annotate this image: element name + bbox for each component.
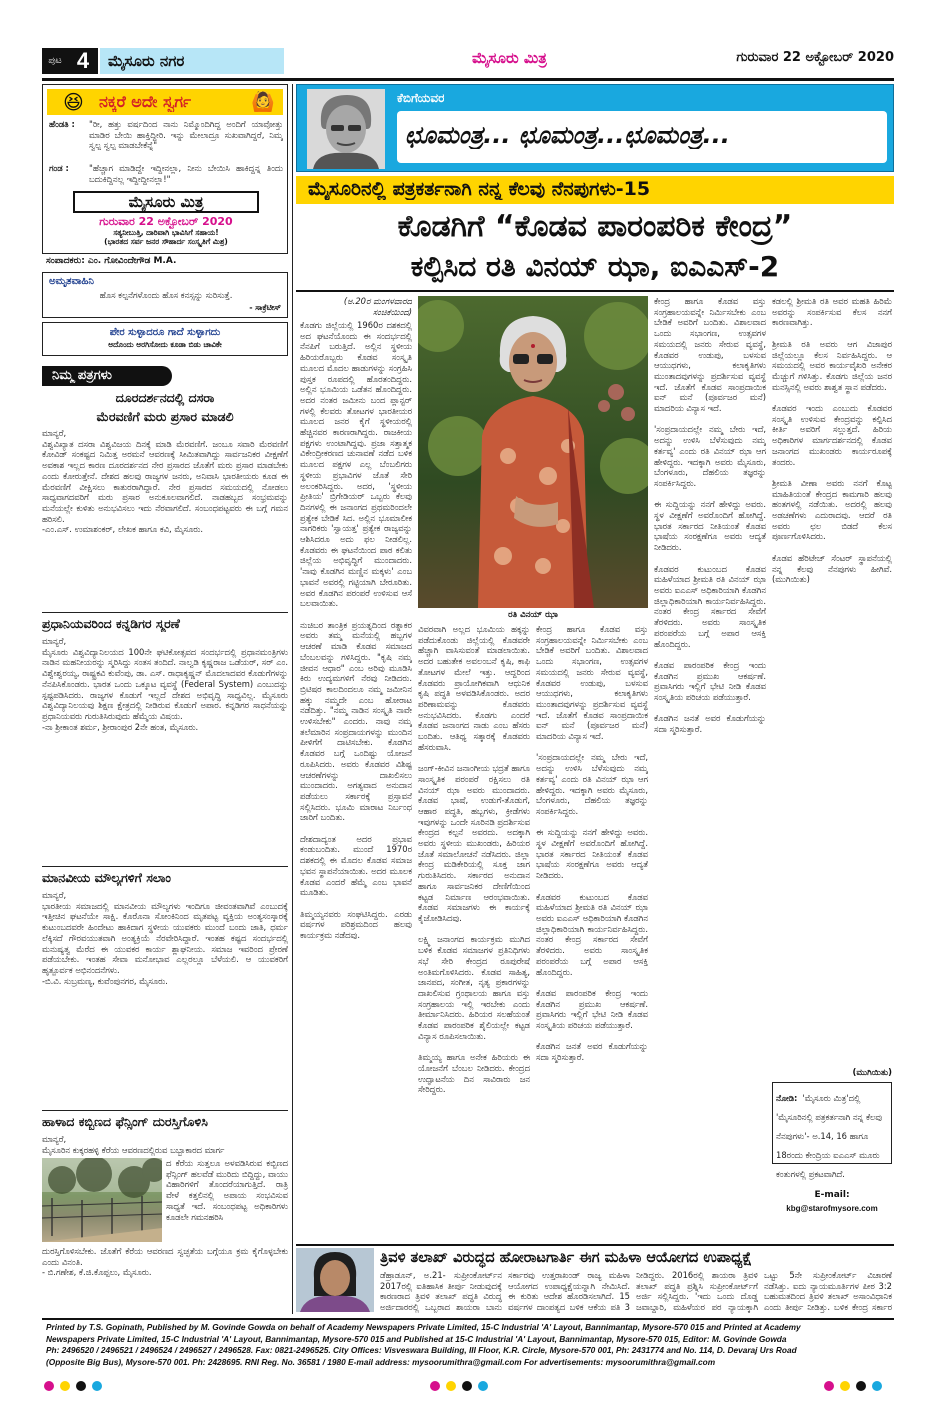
yellow-dot [446,1381,456,1391]
amrutha-box [42,272,288,318]
author-portrait-graphic [307,89,385,169]
article-photo-graphic [418,296,648,608]
amrutha-title: ಅಮೃತವಾಹಿನಿ [49,276,94,287]
proverb-box [42,322,288,356]
mini-masthead: ಮೈಸೂರು ಮಿತ್ರ [73,191,259,213]
nakkare-husband-line: "ಹೆಚ್ಚಾಗ ಮಾಡಿದ್ದೇ ಇದ್ದೀನಲ್ಲಾ, ನೀನು ಬೇಯಿಸಿ ಹಾಕಿದ್ದನ್ನ ತಿಂದು ಬದುಕಿದ್ದಿನಲ್ಲ ಇದ್ದೀದ್ದೀನಲ್ಲಾ!" [89,163,283,184]
page-label-box: ಪುಟ [42,48,68,74]
triple-section-rule [296,1244,894,1246]
fence-photo [42,1158,162,1242]
black-dot [856,1381,866,1391]
page-header [42,44,894,78]
imprint-line-1: Printed by T.S. Gopinath, Published by M. Govinde Gowda on behalf of Academy Newspapers Private Limited, 15-C Industrial 'A' Layout, Bannimantap, Mysore-570 015 and Printed at Academy [46,1322,801,1332]
cartoon-figure-icon: 🙆 [251,91,275,113]
article-headline-1: ಕೊಡಗಿಗೆ “ಕೊಡವ ಪಾರಂಪರಿಕ ಕೇಂದ್ರ” [397,209,793,244]
nakkare-title: ನಕ್ಕರೆ ಅದೇ ಸ್ವರ್ಗ [99,92,192,111]
letter-2-title: ಪ್ರಧಾನಿಯವರಿಂದ ಕನ್ನಡಿಗರ ಸ್ಮರಣೆ [42,616,180,631]
black-dot [76,1381,86,1391]
color-registration-dots-right [824,1376,888,1395]
email-label: E-mail: [814,1190,850,1200]
imprint [46,1322,894,1368]
column-author-label: ಕೆಬಿಗೆಯವರ [397,91,445,105]
column-divider [292,84,293,1314]
laughing-face-icon: 😆 [63,90,84,114]
letter-1-title: ದೂರದರ್ಶನದಲ್ಲಿ ದಸರಾ ಮೆರವಣಿಗೆ ಮರು ಪ್ರಸಾರ ಮಾಡಲಿ [96,390,234,424]
magenta-dot [824,1381,834,1391]
triple-col-4: ಒಟ್ಟು 5ನೇ ಸುಪ್ರೀಂಕೋರ್ಟ್ ವಿಚಾರಣೆ ನಡೆಸಿತ್ತು. ಐದು ನ್ಯಾಯಮೂರ್ತಿಗಳ ಪೀಠ 3:2 ಬಹುಮತದಿಂದ ತ್ರಿವಳಿ ತಲಾಖ್ ಅಸಾಂವಿಧಾನಿಕ ಎಂದು ತೀರ್ಪು ನೀಡಿತ್ತು. ಬಳಿಕ ಕೇಂದ್ರ ಸರ್ಕಾರ [764,1270,892,1313]
cyan-dot [92,1381,102,1391]
masthead-logo: ಮೈಸೂರು ಮಿತ್ರ [472,49,547,67]
letter-4-side: ದ ಕೆರೆಯ ಸುತ್ತಲೂ ಅಳವಡಿಸಿರುವ ಕಬ್ಬಿಣದ ಫೆನ್ಸಿಂಗ್ ಹಲವೆಡೆ ಮುರಿದು ಬಿದ್ದಿದ್ದು, ವಾಯು ವಿಹಾರಿಗಳಿಗೆ ತೊಂದರೆಯಾಗುತ್ತಿದೆ. ರಾತ್ರಿ ವೇಳೆ ಕತ್ತಲಿನಲ್ಲಿ ಅಪಾಯ ಸಂಭವಿಸುವ ಸಾಧ್ಯತೆ ಇದೆ. ಸಂಬಂಧಪಟ್ಟ ಅಧಿಕಾರಿಗಳು ಕೂಡಲೇ ಗಮನಹರಿಸಿ [166,1158,288,1222]
letter-2-body: ಮಾನ್ಯರೆ, ಮೈಸೂರು ವಿಶ್ವವಿದ್ಯಾನಿಲಯದ 100ನೇ ಘಟಿಕೋತ್ಸವದ ಸಂದರ್ಭದಲ್ಲಿ ಪ್ರಧಾನಮಂತ್ರಿಗಳು ನಾಡಿನ ಮಹನೀಯರನ್ನು ಸ್ಮರಿಸಿದ್ದು ಸಂತಸ ತಂದಿದೆ. ನಾಲ್ವಡಿ ಕೃಷ್ಣರಾಜ ಒಡೆಯರ್, ಸರ್ ಎಂ. ವಿಶ್ವೇಶ್ವರಯ್ಯ, ರಾಷ್ಟ್ರಕವಿ ಕುವೆಂಪು, ಡಾ. ಎಸ್. ರಾಧಾಕೃಷ್ಣನ್ ಮೊದಲಾದವರ ಕೊಡುಗೆಗಳನ್ನು ನೆನಪಿಸಿಕೊಂಡರು. ಭಾರತ ಒಂದು ಒಕ್ಕೂಟ ವ್ಯವಸ್ಥೆ (Federal System) ಎಂಬುದನ್ನು ಸ್ಪಷ್ಟಪಡಿಸಿದರು. ರಾಜ್ಯಗಳ ಕೊಡುಗೆ ಇಲ್ಲದೆ ದೇಶದ ಅಭಿವೃದ್ಧಿ ಸಾಧ್ಯವಿಲ್ಲ. ಮೈಸೂರು ವಿಶ್ವವಿದ್ಯಾನಿಲಯವು ಶಿಕ್ಷಣ ಕ್ಷೇತ್ರದಲ್ಲಿ ನೀಡಿರುವ ಕೊಡುಗೆ ಅಪಾರ. ಕನ್ನಡಿಗರ ಸಾಧನೆಯನ್ನು ಪ್ರಧಾನಿಯವರು ಗುರುತಿಸಿರುವುದು ಹೆಮ್ಮೆಯ ವಿಷಯ. -ನಾ ಶ್ರೀಕಾಂತ ಶರ್ಮ, ಶ್ರೀರಾಂಪುರ 2ನೇ ಹಂತ, ಮೈಸೂರು. [42,636,288,732]
triple-col-3: ನೀಡಿದ್ದರು. 2016ರಲ್ಲಿ ಶಾಯರಾ ತ್ರಿವಳಿ ತಲಾಖ್ ಪದ್ಧತಿ ಪ್ರಶ್ನಿಸಿ ಸುಪ್ರೀಂಕೋರ್ಟ್‌ಗೆ ಅರ್ಜಿ ಸಲ್ಲಿಸಿದ್ದರು. 'ಇದು ಒಂದು ದೊಡ್ಡ ಜವಾಬ್ದಾರಿ, ಮಹಿಳೆಯರ ಪರ ನ್ಯಾಯಕ್ಕಾಗಿ [636,1270,758,1313]
imprint-line-2: Newspapers Private Limited, 15-C Industrial 'A' Layout, Bannimantap, Mysore-570 015 and Published at 15-C Industrial 'A' Layout, Bannimantap, Mysore-570 015, Editor: M. Govinde Gowda [46,1333,787,1344]
mini-masthead-date: ಗುರುವಾರ 22 ಅಕ್ಟೋಬರ್ 2020 [99,215,233,228]
letter-3-title: ಮಾನವೀಯ ಮೌಲ್ಯಗಳಿಗೆ ಸಲಾಂ [42,870,171,885]
page-number-box: 4 [68,48,98,74]
triple-photo [296,1248,374,1312]
yellow-dot [60,1381,70,1391]
imprint-rule [42,1318,894,1320]
black-dot [462,1381,472,1391]
letter-4-intro: ಮಾನ್ಯರೆ, ಮೈಸೂರಿನ ಕುಕ್ಕರಹಳ್ಳಿ ಕೆರೆಯ ಆವರಣದಲ್ಲಿರುವ ಬಬ್ಬಾಕಾರದ ಮಾರ್ಗ [42,1134,225,1155]
article-continued: (ಅ.20ರ ಮಂಗಳವಾರದ ಸಂಚಿಕೆಯಿಂದ) [343,296,412,317]
letter-3-body: ಮಾನ್ಯರೆ, ಭಾರತೀಯ ಸಮಾಜದಲ್ಲಿ ಮಾನವೀಯ ಮೌಲ್ಯಗಳು ಇಂದಿಗೂ ಜೀವಂತವಾಗಿವೆ ಎಂಬುದಕ್ಕೆ ಇತ್ತೀಚಿನ ಘಟನೆಯೇ ಸಾಕ್ಷಿ. ಕೊರೊನಾ ಸೋಂಕಿನಿಂದ ಮೃತಪಟ್ಟ ವ್ಯಕ್ತಿಯ ಅಂತ್ಯಸಂಸ್ಕಾರಕ್ಕೆ ಕುಟುಂಬದವರೇ ಹಿಂದೇಟು ಹಾಕಿದಾಗ ಸ್ಥಳೀಯ ಯುವಕರು ಮುಂದೆ ಬಂದು ಜಾತಿ, ಧರ್ಮ ಲೆಕ್ಕಿಸದೆ ಗೌರವಯುತವಾಗಿ ಅಂತ್ಯಕ್ರಿಯೆ ನೆರವೇರಿಸಿದ್ದಾರೆ. ಇಂತಹ ಕಷ್ಟದ ಸಂದರ್ಭದಲ್ಲಿ ಮನುಷ್ಯತ್ವ ಮೆರೆದ ಈ ಯುವಕರ ಕಾರ್ಯ ಶ್ಲಾಘನೀಯ. ಸಮಾಜ ಇವರಿಂದ ಪ್ರೇರಣೆ ಪಡೆಯಬೇಕು. ಇಂತಹ ಸೇವಾ ಮನೋಭಾವ ಎಲ್ಲರಲ್ಲೂ ಬೆಳೆಯಲಿ. ಆ ಯುವಕರಿಗೆ ಹೃತ್ಪೂರ್ವಕ ಅಭಿನಂದನೆಗಳು. -ಬಿ.ವಿ. ಸುಬ್ರಮಣ್ಯ, ಕುವೆಂಪುನಗರ, ಮೈಸೂರು. [42,890,288,986]
divider [42,1110,288,1111]
letters-banner-title: ನಿಮ್ಮ ಪತ್ರಗಳು [52,368,112,383]
nakkare-wife-line: "ರೀ, ಹತ್ತು ವರ್ಷದಿಂದ ನಾನು ನಿಮ್ಮೊಂದಿಗಿದ್ದ ಅಂದಿಗೆ ಯಾವೋತ್ತು ಮಾಡಿರ ಬೇಯಿ ಹಾಕ್ತಿದ್ದೀರಿ. ಇನ್ನು ಮೇಲಾದ್ರೂ ಸುಖವಾಗಿದ್ದರೆ, ನಿಮ್ಮ ಸ್ವಲ್ಪ ಸ್ವಲ್ಪ ಮಾಡಬೇಕೆನ್ನೆ" [89,119,283,151]
article-col-3: ಕೇಂದ್ರ ಹಾಗೂ ಕೊಡವ ವಸ್ತು ಸಂಗ್ರಹಾಲಯವನ್ನೇ ನಿರ್ಮಿಸಬೇಕು ಎಂಬ ಬೇಡಿಕೆ ಅವರಿಗೆ ಬಂದಿತು. ವಿಶಾಲವಾದ ಒಂದು ಸಭಾಂಗಣ, ಉತ್ಸವಗಳ ಸಮಯದಲ್ಲಿ ಜನರು ಸೇರುವ ವ್ಯವಸ್ಥೆ, ಕೊಡವರ ಉಡುಪು, ಬಳಸುವ ಆಯುಧಗಳು, ಕಲಾಕೃತಿಗಳು ಮುಂತಾದವುಗಳನ್ನು ಪ್ರದರ್ಶಿಸುವ ವ್ಯವಸ್ಥೆ ಇದೆ. ಜೊತೆಗೆ ಕೊಡವ ಸಾಂಪ್ರದಾಯಿಕ ಐನ್ ಮನೆ (ಪೂರ್ವಜರ ಮನೆ) ಮಾದರಿಯ ವಿನ್ಯಾಸ ಇದೆ. 'ಸಂಪ್ರದಾಯದಲ್ಲೇ ನಮ್ಮ ಬೇರು ಇದೆ, ಅದನ್ನು ಉಳಿಸಿ ಬೆಳೆಸುವುದು ನಮ್ಮ ಕರ್ತವ್ಯ' ಎಂದು ರತಿ ವಿನಯ್ ಝಾ ಆಗ ಹೇಳಿದ್ದರು. ಇದಕ್ಕಾಗಿ ಅವರು ಮೈಸೂರು, ಬೆಂಗಳೂರು, ದೆಹಲಿಯ ತಜ್ಞರನ್ನು ಸಂಪರ್ಕಿಸಿದ್ದರು. ಈ ಸುದ್ದಿಯನ್ನು ನನಗೆ ಹೇಳಿದ್ದು ಅವರು. ಸ್ಥಳ ವೀಕ್ಷಣೆಗೆ ಅವರೊಂದಿಗೆ ಹೋಗಿದ್ದೆ. ಭಾರತ ಸರ್ಕಾರದ ನೀತಿಯಂತೆ ಕೊಡವ ಭಾಷೆಯ ಸಂರಕ್ಷಣೆಗೂ ಅವರು ಆದ್ಯತೆ ನೀಡಿದರು. ಕೊಡವರ ಕುಟುಂಬದ ಕೊಡವ ಮಹಿಳೆಯಾದ ಶ್ರೀಮತಿ ರತಿ ವಿನಯ್ ಝಾ ಅವರು ಐಎಎಸ್ ಅಧಿಕಾರಿಯಾಗಿ ಕೊಡಗಿನ ಜಿಲ್ಲಾಧಿಕಾರಿಯಾಗಿ ಕಾರ್ಯನಿರ್ವಹಿಸಿದ್ದರು. ನಂತರ ಕೇಂದ್ರ ಸರ್ಕಾರದ ಸೇವೆಗೆ ತೆರಳಿದರು. ಅವರು ಸಾಂಸ್ಕೃತಿಕ ಪರಂಪರೆಯ ಬಗ್ಗೆ ಅಪಾರ ಆಸಕ್ತಿ ಹೊಂದಿದ್ದರು. ಕೊಡವ ಪಾರಂಪರಿಕ ಕೇಂದ್ರ ಇಂದು ಕೊಡಗಿನ ಪ್ರಮುಖ ಆಕರ್ಷಣೆ. ಪ್ರವಾಸಿಗರು ಇಲ್ಲಿಗೆ ಭೇಟಿ ನೀಡಿ ಕೊಡವ ಸಂಸ್ಕೃತಿಯ ಪರಿಚಯ ಪಡೆಯುತ್ತಾರೆ. ಕೊಡಗಿನ ಜನತೆ ಅವರ ಕೊಡುಗೆಯನ್ನು ಸದಾ ಸ್ಮರಿಸುತ್ತಾರೆ. [536,624,648,1063]
note-text: 'ಮೈಸೂರು ಮಿತ್ರ'ದಲ್ಲಿ 'ಮೈಸೂರಿನಲ್ಲಿ ಪತ್ರಕರ್ತನಾಗಿ ನನ್ನ ಕೆಲವು ನೆನಪುಗಳು'- ಅ.14, 16 ಹಾಗೂ 18ರಂದು ಕೇಂದ್ರಿಯ ಐಎಎಸ್ ಮೂರು ಕಂತುಗಳಲ್ಲಿ ಪ್ರಕಟವಾಗಿದೆ. [776,1093,885,1179]
amrutha-quote: ಹೊಸ ಕಲ್ಪನೆಗಳೊಂದು ಹೊಸ ಕನಸ್ಸನ್ನು ಸುರಿಸುತ್ತೆ. [99,290,233,300]
color-registration-dots-left [44,1376,108,1395]
article-photo [418,296,648,608]
divider [42,866,288,867]
email-link[interactable]: kbg@starofmysore.com [786,1204,878,1213]
imprint-line-3: Ph: 2496520 / 2496521 / 2496524 / 2496527 / 2496528. Fax: 0821-2496525. City Offices: Visveswara Building, III Floor, K.R. Circle, Mysore-570 001, Ph: 2431774 and No. 114, D. Devaraj Urs Road [46,1345,797,1355]
letters-banner [42,366,172,386]
article-col-3-top: ಕೇಂದ್ರ ಹಾಗೂ ಕೊಡವ ವಸ್ತು ಸಂಗ್ರಹಾಲಯವನ್ನೇ ನಿರ್ಮಿಸಬೇಕು ಎಂಬ ಬೇಡಿಕೆ ಅವರಿಗೆ ಬಂದಿತು. ವಿಶಾಲವಾದ ಒಂದು ಸಭಾಂಗಣ, ಉತ್ಸವಗಳ ಸಮಯದಲ್ಲಿ ಜನರು ಸೇರುವ ವ್ಯವಸ್ಥೆ, ಕೊಡವರ ಉಡುಪು, ಬಳಸುವ ಆಯುಧಗಳು, ಕಲಾಕೃತಿಗಳು ಮುಂತಾದವುಗಳನ್ನು ಪ್ರದರ್ಶಿಸುವ ವ್ಯವಸ್ಥೆ ಇದೆ. ಜೊತೆಗೆ ಕೊಡವ ಸಾಂಪ್ರದಾಯಿಕ ಐನ್ ಮನೆ (ಪೂರ್ವಜರ ಮನೆ) ಮಾದರಿಯ ವಿನ್ಯಾಸ ಇದೆ. 'ಸಂಪ್ರದಾಯದಲ್ಲೇ ನಮ್ಮ ಬೇರು ಇದೆ, ಅದನ್ನು ಉಳಿಸಿ ಬೆಳೆಸುವುದು ನಮ್ಮ ಕರ್ತವ್ಯ' ಎಂದು ರತಿ ವಿನಯ್ ಝಾ ಆಗ ಹೇಳಿದ್ದರು. ಇದಕ್ಕಾಗಿ ಅವರು ಮೈಸೂರು, ಬೆಂಗಳೂರು, ದೆಹಲಿಯ ತಜ್ಞರನ್ನು ಸಂಪರ್ಕಿಸಿದ್ದರು. ಈ ಸುದ್ದಿಯನ್ನು ನನಗೆ ಹೇಳಿದ್ದು ಅವರು. ಸ್ಥಳ ವೀಕ್ಷಣೆಗೆ ಅವರೊಂದಿಗೆ ಹೋಗಿದ್ದೆ. ಭಾರತ ಸರ್ಕಾರದ ನೀತಿಯಂತೆ ಕೊಡವ ಭಾಷೆಯ ಸಂರಕ್ಷಣೆಗೂ ಅವರು ಆದ್ಯತೆ ನೀಡಿದರು. ಕೊಡವರ ಕುಟುಂಬದ ಕೊಡವ ಮಹಿಳೆಯಾದ ಶ್ರೀಮತಿ ರತಿ ವಿನಯ್ ಝಾ ಅವರು ಐಎಎಸ್ ಅಧಿಕಾರಿಯಾಗಿ ಕೊಡಗಿನ ಜಿಲ್ಲಾಧಿಕಾರಿಯಾಗಿ ಕಾರ್ಯನಿರ್ವಹಿಸಿದ್ದರು. ನಂತರ ಕೇಂದ್ರ ಸರ್ಕಾರದ ಸೇವೆಗೆ ತೆರಳಿದರು. ಅವರು ಸಾಂಸ್ಕೃತಿಕ ಪರಂಪರೆಯ ಬಗ್ಗೆ ಅಪಾರ ಆಸಕ್ತಿ ಹೊಂದಿದ್ದರು. ಕೊಡವ ಪಾರಂಪರಿಕ ಕೇಂದ್ರ ಇಂದು ಕೊಡಗಿನ ಪ್ರಮುಖ ಆಕರ್ಷಣೆ. ಪ್ರವಾಸಿಗರು ಇಲ್ಲಿಗೆ ಭೇಟಿ ನೀಡಿ ಕೊಡವ ಸಂಸ್ಕೃತಿಯ ಪರಿಚಯ ಪಡೆಯುತ್ತಾರೆ. ಕೊಡಗಿನ ಜನತೆ ಅವರ ಕೊಡುಗೆಯನ್ನು ಸದಾ ಸ್ಮರಿಸುತ್ತಾರೆ. [654,296,766,735]
triple-photo-graphic [296,1248,374,1312]
imprint-line-4: (Opposite Big Bus), Mysore-570 001. Ph: 2428695. RNI Reg. No. 36581 / 1980 E-mail address: mysoorumithra@gmail.com For advertisements: mysoorumithra@gmail.com [46,1356,716,1367]
left-column [42,84,288,1314]
section-title: ಮೈಸೂರು ನಗರ [100,48,284,74]
yellow-dot [840,1381,850,1391]
nakkare-title-bar [47,89,283,115]
magenta-dot [430,1381,440,1391]
author-portrait [307,89,385,169]
nakkare-box [42,84,288,254]
column-header [296,84,894,172]
triple-col-1: ಡೆಹ್ರಾಡೂನ್, ಅ.21- ಸುಪ್ರೀಂಕೋರ್ಟ್‌ನ 2017ರಲ್ಲಿ ಐತಿಹಾಸಿಕ ತೀರ್ಪು ನೀಡುವುದಕ್ಕೆ ಕಾರಣರಾದ ತ್ರಿವಳಿ ತಲಾಖ್ ಪದ್ಧತಿ ವಿರುದ್ಧ ಅರ್ಜಿದಾರರಲ್ಲಿ ಒಬ್ಬರಾದ ಶಾಯರಾ ಬಾನು [380,1270,502,1313]
cyan-dot [478,1381,488,1391]
column-title-box [397,111,887,163]
cyan-dot [872,1381,882,1391]
article-headline-2: ಕಲ್ಪಿಸಿದ ರತಿ ವಿನಯ್ ಝಾ, ಐಎಎಸ್-2 [410,250,780,283]
nakkare-wife-label: ಹೆಂಡತಿ : [49,119,75,129]
triple-col-2: ಸರ್ಕಾರವು ಉತ್ತರಾಖಂಡ್ ರಾಜ್ಯ ಮಹಿಳಾ ಆಯೋಗದ ಉಪಾಧ್ಯಕ್ಷೆಯನ್ನಾಗಿ ನೇಮಿಸಿದೆ. ಈ ಕುರಿತು ಆದೇಶ ಹೊರಡಿಸಲಾಗಿದೆ. 15 ವರ್ಷಗಳ ದಾಂಪತ್ಯದ ಬಳಿಕ ಆಕೆಯ ಪತಿ 3 [508,1270,630,1313]
article-col-4: ಕಡಲಲ್ಲಿ ಶ್ರೀಮತಿ ರತಿ ಅವರ ಮಹತಿ ಹಿರಿಮೆ ಅವರನ್ನು ಸಂಪರ್ಕಿಸುವ ಕೆಲಸ ನನಗೆ ಕಾರಣವಾಗಿತ್ತು. ಶ್ರೀಮತಿ ರತಿ ಅವರು ಆಗ ವಿಜಾಪುರ ಜಿಲ್ಲೆಯಲ್ಲೂ ಕೆಲಸ ನಿರ್ವಹಿಸಿದ್ದರು. ಆ ಸಮಯದಲ್ಲಿ ಅವರ ಕಾರ್ಯವೈಖರಿ ಅನೇಕರ ಮೆಚ್ಚುಗೆ ಗಳಿಸಿತ್ತು. ಕೊಡಗು ಜಿಲ್ಲೆಯ ಜನರ ಮನಸ್ಸಿನಲ್ಲಿ ಅವರು ಶಾಶ್ವತ ಸ್ಥಾನ ಪಡೆದರು. ಕೊಡವರ ಇಂದು ಎಂಬುದು ಕೊಡವರ ಸಂಸ್ಕೃತಿ ಉಳಿಸುವ ಕೇಂದ್ರವನ್ನು ಕಲ್ಪಿಸಿದ ಕೀರ್ತಿ ಅವರಿಗೆ ಸಲ್ಲುತ್ತದೆ. ಹಿರಿಯ ಅಧಿಕಾರಿಗಳ ಮಾರ್ಗದರ್ಶನದಲ್ಲಿ ಕೊಡವ ಜನಾಂಗದ ಮುಖಂಡರು ಕಾರ್ಯರೂಪಕ್ಕೆ ತಂದರು. ಶ್ರೀಮತಿ ವೀಣಾ ಅವರು ನನಗೆ ಕೊಟ್ಟ ಮಾಹಿತಿಯಂತೆ ಕೇಂದ್ರದ ಕಾಮಗಾರಿ ಹಲವು ಹಂತಗಳಲ್ಲಿ ನಡೆಯಿತು. ಅದರಲ್ಲಿ ಹಲವು ಅಡಚಣೆಗಳು ಎದುರಾದವು. ಆದರೆ ರತಿ ಅವರು ಛಲ ಬಿಡದೆ ಕೆಲಸ ಪೂರ್ಣಗೊಳಿಸಿದರು. ಕೊಡವ ಹೆರಿಟೇಜ್ ಸೆಂಟರ್ ಸ್ಥಾಪನೆಯಲ್ಲಿ ನನ್ನ ಕೆಲವು ನೆನಪುಗಳು ಹೀಗಿವೆ. (ಮುಗಿಯಿತು) [772,296,892,585]
mini-masthead-motto-1: ಸತ್ಯನೀಬುತ್ತಿ, ದಾರಿವಾಗಿ ಭಾವಿಸಿಗೆ ಸಹಾಯ! [113,228,219,237]
mini-masthead-motto-2: (ಭಾರತದ ಸರ್ವ ಜನರ ಸೌಹಾರ್ದ ಸಂಸ್ಕೃತಿಗೆ ಮಿಶ್ರ) [104,237,228,246]
proverb-line-2: ಅದೊಂದು ಅರಗಿಸೋದು ಕೂಡಾ ಬಿಡು ಚಾವಿಕೇ [108,340,222,349]
headline-rule [296,290,894,292]
color-registration-dots-center [430,1376,494,1395]
letter-4-title: ಹಾಳಾದ ಕಬ್ಬಿಣದ ಫೆನ್ಸಿಂಗ್ ದುರಸ್ತಿಗೊಳಿಸಿ [42,1114,208,1129]
amrutha-author: - ಸಾಕ್ರೆಟೀಸ್ [249,303,281,312]
series-title: ಮೈಸೂರಿನಲ್ಲಿ ಪತ್ರಕರ್ತನಾಗಿ ನನ್ನ ಕೆಲವು ನೆನಪುಗಳು-15 [308,178,651,200]
photo-caption: ರತಿ ವಿನಯ್ ಝಾ [508,610,558,620]
column-title: ಛೂಮಂತ್ರ... ಛೂಮಂತ್ರ...ಛೂಮಂತ್ರ... [405,121,730,149]
letter-4-body: ದುರಸ್ತಿಗೊಳಿಸಬೇಕು. ಜೊತೆಗೆ ಕೆರೆಯ ಆವರಣದ ಸ್ವಚ್ಛತೆಯ ಬಗ್ಗೆಯೂ ಕ್ರಮ ಕೈಗೊಳ್ಳಬೇಕು ಎಂದು ವಿನಂತಿ. - ಬಿ.ಗಣೇಶ, ಕೆ.ಜಿ.ಕೊಪ್ಪಲು, ಮೈಸೂರು. [42,1246,288,1278]
fence-photo-graphic [42,1158,162,1242]
letter-1-body: ಮಾನ್ಯರೆ, ವಿಶ್ವವಿಖ್ಯಾತ ದಸರಾ ವಿಶ್ವವಿಜಯ ದಿನಕ್ಕೆ ಮಾಡಿ ಮೆರವಣಿಗೆ. ಜಂಬೂ ಸವಾರಿ ಮೆರವಣಿಗೆ ಕೋವಿಡ್ ಸಂಕಷ್ಟದ ನಿಮಿತ್ತ ಅರಮನೆ ಆವರಣಕ್ಕೆ ಸೀಮಿತವಾಗಿದ್ದು ಸಾರ್ವಜನಿಕರ ವೀಕ್ಷಣೆಗೆ ಅವಕಾಶ ಇಲ್ಲದ ಕಾರಣ ದೂರದರ್ಶನದ ನೇರ ಪ್ರಸಾರದ ಜೊತೆಗೆ ಮರು ಪ್ರಸಾರ ಮಾಡಬೇಕು ಎಂದು ಕೋರುತ್ತೇನೆ. ದೇಶದ ಹಲವು ರಾಜ್ಯಗಳ ಜನರು, ಅನಿವಾಸಿ ಭಾರತೀಯರು ಕೂಡ ಈ ಮೆರವಣಿಗೆ ವೀಕ್ಷಿಸಲು ಕಾತುರರಾಗಿದ್ದಾರೆ. ನೇರ ಪ್ರಸಾರದ ಸಮಯದಲ್ಲಿ ನೋಡಲು ಸಾಧ್ಯವಾಗದವರಿಗೆ ಮರು ಪ್ರಸಾರ ಅನುಕೂಲವಾಗಲಿದೆ. ನಾಡಹಬ್ಬದ ಸಂಭ್ರಮವನ್ನು ಮನೆಯಲ್ಲೇ ಕುಳಿತು ಅನುಭವಿಸಲು ಇದು ನೆರವಾಗಲಿದೆ. ಸಂಬಂಧಪಟ್ಟವರು ಈ ಬಗ್ಗೆ ಗಮನ ಹರಿಸಲಿ. -ಎಂ.ಎಸ್. ಉಮಾಶಂಕರ್, ಲೇಖಕ ಹಾಗೂ ಕವಿ, ಮೈಸೂರು. [42,428,288,535]
editor-line: ಸಂಪಾದಕರು: ಎಂ. ಗೋವಿಂದೇಗೌಡ M.A. [46,256,177,266]
note-box [772,1082,892,1179]
header-rule [42,78,894,81]
proverb-line-1: ಪೇರ ಸುಳ್ಳಾದರೂ ಗಾದೆ ಸುಳ್ಳಾಗದು [109,327,221,338]
article-end-mark: (ಮುಗಿಯಿತು) [852,1068,892,1078]
article-col-2: ವಿವರವಾಗಿ ಅಲ್ಲದ ಭೂಮಿಯ ಹಕ್ಕನ್ನು ಪಡೆದುಕೊಂಡು ಜಿಲ್ಲೆಯಲ್ಲಿ ಕೊಡವರೇ ಹೆಚ್ಚಾಗಿ ವಾಸಿಸುವಂತೆ ಮಾಡಲಾಯಿತು. ಅದರ ಬಹುತೇಕ ಅವಲಂಬನೆ ಕೃಷಿ, ಕಾಫಿ ತೋಟಗಳ ಮೇಲೆ ಇತ್ತು. ಆದ್ದರಿಂದ ಕೊಡವರು ಪ್ರಾಯೋಗಿಕವಾಗಿ ಆಧುನಿಕ ಕೃಷಿ ಪದ್ಧತಿ ಅಳವಡಿಸಿಕೊಂಡರು. ಅದರ ಪರಿಣಾಮವನ್ನು ಕೊಡವರು ಅನುಭವಿಸಿದರು. ಕೊಡಗು ಎಂದರೆ ಕೊಡವ ಜನಾಂಗದ ನಾಡು ಎಂಬ ಹೆಸರು ಬಂದಿತು. ಆತಿಥ್ಯ ಸತ್ಕಾರಕ್ಕೆ ಕೊಡವರು ಹೆಸರುವಾಸಿ. ಜಂಗ್-ಕೀವಿನ ಜನಾಂಗೀಯ ಭದ್ರತೆ ಹಾಗೂ ಸಾಂಸ್ಕೃತಿಕ ಪರಂಪರೆ ರಕ್ಷಿಸಲು ರತಿ ವಿನಯ್ ಝಾ ಅವರು ಮುಂದಾದರು. ಕೊಡವ ಭಾಷೆ, ಉಡುಗೆ-ತೊಡುಗೆ, ಆಹಾರ ಪದ್ಧತಿ, ಹಬ್ಬಗಳು, ಕ್ರೀಡೆಗಳು ಇವುಗಳನ್ನು ಒಂದೇ ಸೂರಿನಡಿ ಪ್ರದರ್ಶಿಸುವ ಕೇಂದ್ರದ ಕಲ್ಪನೆ ಅವರದು. ಅದಕ್ಕಾಗಿ ಅವರು ಸ್ಥಳೀಯ ಮುಖಂಡರು, ಹಿರಿಯರ ಜೊತೆ ಸಮಾಲೋಚನೆ ನಡೆಸಿದರು. ಜಿಲ್ಲಾ ಕೇಂದ್ರ ಮಡಿಕೇರಿಯಲ್ಲಿ ಸೂಕ್ತ ಜಾಗ ಗುರುತಿಸಿದರು. ಸರ್ಕಾರದ ಅನುದಾನ ಹಾಗೂ ಸಾರ್ವಜನಿಕರ ದೇಣಿಗೆಯಿಂದ ಕಟ್ಟಡ ನಿರ್ಮಾಣ ಆರಂಭವಾಯಿತು. ಕೊಡವ ಸಮಾಜಗಳು ಈ ಕಾರ್ಯಕ್ಕೆ ಕೈಜೋಡಿಸಿದವು. ಲಕ್ಷ್ಮಿ ಜನಾಂಗದ ಕಾರ್ಯಕ್ರಮ ಮುಗಿದ ಬಳಿಕ ಕೊಡವ ಸಮಾಜಗಳ ಪ್ರತಿನಿಧಿಗಳು ಸಭೆ ಸೇರಿ ಕೇಂದ್ರದ ರೂಪುರೇಷೆ ಅಂತಿಮಗೊಳಿಸಿದರು. ಕೊಡವ ಸಾಹಿತ್ಯ, ಜಾನಪದ, ಸಂಗೀತ, ನೃತ್ಯ ಪ್ರಕಾರಗಳನ್ನು ದಾಖಲಿಸುವ ಗ್ರಂಥಾಲಯ ಹಾಗೂ ವಸ್ತು ಸಂಗ್ರಹಾಲಯ ಇಲ್ಲಿ ಇರಬೇಕು ಎಂದು ತೀರ್ಮಾನಿಸಿದರು. ಹಿರಿಯರ ಸಲಹೆಯಂತೆ ಕೊಡವ ಪಾರಂಪರಿಕ ಶೈಲಿಯಲ್ಲೇ ಕಟ್ಟಡ ವಿನ್ಯಾಸ ರೂಪಿಸಲಾಯಿತು. ತಿಮ್ಮಯ್ಯ ಹಾಗೂ ಅನೇಕ ಹಿರಿಯರು ಈ ಯೋಜನೆಗೆ ಬೆಂಬಲ ನೀಡಿದರು. ಕೇಂದ್ರದ ಉದ್ಘಾಟನೆಯ ದಿನ ಸಾವಿರಾರು ಜನ ಸೇರಿದ್ದರು. [418,624,530,1095]
note-label: ನೋಡಿ: [776,1093,798,1103]
divider [42,612,288,613]
series-banner [296,176,894,204]
triple-headline: ತ್ರಿವಳಿ ತಲಾಖ್ ವಿರುದ್ಧದ ಹೋರಾಟಗಾರ್ತಿ ಈಗ ಮಹಿಳಾ ಆಯೋಗದ ಉಪಾಧ್ಯಕ್ಷೆ [380,1250,752,1266]
article-col-1: ಕೊಡಗು ಜಿಲ್ಲೆಯಲ್ಲಿ 1960ರ ದಶಕದಲ್ಲಿ ಅದ ಘಟನೆಯೊಂದು ಈ ಸಂದರ್ಭದಲ್ಲಿ ನೆನಪಿಗೆ ಬರುತ್ತಿದೆ. ಅಲ್ಲಿನ ಸ್ಥಳೀಯ ಹಿರಿಯರೊಬ್ಬರು ಕೊಡವ ಸಂಸ್ಕೃತಿ ಮೂಲದ ಮೊದಲ ಹಾಡುಗಳನ್ನು ಸಂಗ್ರಹಿಸಿ ಪುಸ್ತಕ ರೂಪದಲ್ಲಿ ಹೊರತಂದಿದ್ದರು. ಅಲ್ಲಿನ ಭೂಮಿಯ ಒಡೆತನ ಹೊಂದಿದ್ದರು. ಅದರ ನಂತರ ಜಮೀನು ಬಂದ ಪ್ಲಾನ್ಟರ್ ಗಳಲ್ಲಿ ಕೆಲವರು ತೋಟಗಳ ಭಾರತೀಯರ ಮೂಲದ ಜನರ ಕೈಗೆ ಸ್ಥಳೀಯರಲ್ಲಿ ಹೆಚ್ಚಿನವರ ಕಾರಣರಾಗಿದ್ದರು. ರಾಜಕೀಯ ಪಕ್ಷಗಳು ಉಂಟಾಗಿದ್ದವು. ಪ್ರಜಾ ಸತ್ತಾತ್ಮಕ ವಿಕೇಂದ್ರೀಕರಣದ ಚುನಾವಣೆ ನಡೆದ ಬಳಿಕ ಮೂಲದ ಪಕ್ಷಗಳ ಎಲ್ಲ ಬೆಂಬಲಿಗರು ಸ್ಥಳೀಯ ಪ್ರಭಾವಿಗಳ ಜೊತೆ ಸೇರಿ ಅಲಂಕರಿಸಿದ್ದರು. ಅದರ, 'ಸ್ಥಳೀಯ ಪ್ರೀತಿಯ' ಬ್ರಿಗೇಡಿಯರ್ ಒಬ್ಬರು ಕೆಲವು ದಿನಗಳಲ್ಲಿ ಈ ಜನಾಂಗದ ಪ್ರಥಮರಿಂದಲೇ ಪ್ರತ್ಯೇಕ ಬೇಡಿಕೆ ಸಿದ. ಅಲ್ಲಿನ ಭೂಮಾಲೀಕ ನಾಗರಿಕರು 'ಸ್ವಾಯತ್ತ' ಪ್ರತ್ಯೇಕ ರಾಜ್ಯವನ್ನು ಆಶಿಸಿದರೂ ಅದು ಫಲ ನೀಡಲಿಲ್ಲ. ಕೊಡವರು ಈ ಘಟನೆಯಿಂದ ಪಾಠ ಕಲಿತು ಜಿಲ್ಲೆಯ ಅಭಿವೃದ್ಧಿಗೆ ಮುಂದಾದರು. 'ನಾವು ಕೊಡಗಿನ ಮಣ್ಣಿನ ಮಕ್ಕಳು' ಎಂಬ ಭಾವನೆ ಅವರಲ್ಲಿ ಗಟ್ಟಿಯಾಗಿ ಬೇರೂರಿತು. ಅವರ ಕೊಡಗಿನ ಪರಂಪರೆ ಉಳಿಸುವ ಆಸೆ ಬಲವಾಯಿತು. ನುಚಿಬರ ತಾಂತ್ರಿಕ ಪ್ರಯತ್ನದಿಂದ ರತ್ನಾಕರ ಅವರು ತಮ್ಮ ಮನೆಯಲ್ಲಿ ಹಬ್ಬಗಳ ಆಚರಣೆ ಮಾಡಿ ಕೊಡವ ಸಮಾಜದ ಬೆಂಬಲವನ್ನು ಗಳಿಸಿದ್ದರು. "ಕೃಷಿ ನಮ್ಮ ಜೀವನ ಆಧಾರ" ಎಂಬ ಅರಿವು ಮೂಡಿಸಿ ಕಿರು ಉದ್ಯಮಗಳಿಗೆ ನೆರವು ನೀಡಿದರು. ಬ್ರಿಟಿಷರ ಕಾಲದಿಂದಲೂ ನಮ್ಮ ಜಮೀನಿನ ಹಕ್ಕು ನಮ್ಮದೇ ಎಂಬ ಹೋರಾಟ ನಡೆದಿತ್ತು. "ನಮ್ಮ ನಾಡಿನ ಸಂಸ್ಕೃತಿ ನಾವೇ ಉಳಿಸಬೇಕು" ಎಂದರು. ನಾವು ನಮ್ಮ ತಲೆಮಾರಿನ ಸಂಪ್ರದಾಯಗಳನ್ನು ಮುಂದಿನ ಪೀಳಿಗೆಗೆ ದಾಟಿಸಬೇಕು. ಕೊಡಗಿನ ಕೊಡವರ ಬಗ್ಗೆ ಒಂದಿಷ್ಟು ಯೋಜನೆ ರೂಪಿಸಿದರು. ಅವರು ಕೊಡವರ ವಿಶಿಷ್ಟ ಆಚರಣೆಗಳನ್ನು ದಾಖಲಿಸಲು ಮುಂದಾದರು. ಅಗತ್ಯವಾದ ಅನುದಾನ ಪಡೆಯಲು ಸರ್ಕಾರಕ್ಕೆ ಪ್ರಸ್ತಾವನೆ ಸಲ್ಲಿಸಿದರು. ಭೂಮಿ ಮಾರಾಟ ನಿರ್ಬಂಧ ಜಾರಿಗೆ ಬಂದಿತು. ದೇಶದಾದ್ಯಂತ ಅದರ ಪ್ರಭಾವ ಕಂಡುಬಂದಿತು. ಮುಂದೆ 1970ರ ದಶಕದಲ್ಲಿ ಈ ಮೊದಲ ಕೊಡವ ಸಮಾಜ ಭವನ ಸ್ಥಾಪನೆಯಾಯಿತು. ಅದರ ಮೂಲಕ ಕೊಡವ ಎಂದರೆ ಹೆಮ್ಮೆ ಎಂಬ ಭಾವನೆ ಮೂಡಿತು. ತಿಮ್ಮಯ್ಯನವರು ಸಂಘಟಿಸಿದ್ದರು. ಎರಡು ವರ್ಷಗಳ ಪರಿಶ್ರಮದಿಂದ ಹಲವು ಕಾರ್ಯಕ್ರಮ ನಡೆದವು. [300,320,412,941]
issue-date: ಗುರುವಾರ 22 ಅಕ್ಟೋಬರ್ 2020 [736,50,894,65]
nakkare-husband-label: ಗಂಡ : [49,163,69,173]
magenta-dot [44,1381,54,1391]
